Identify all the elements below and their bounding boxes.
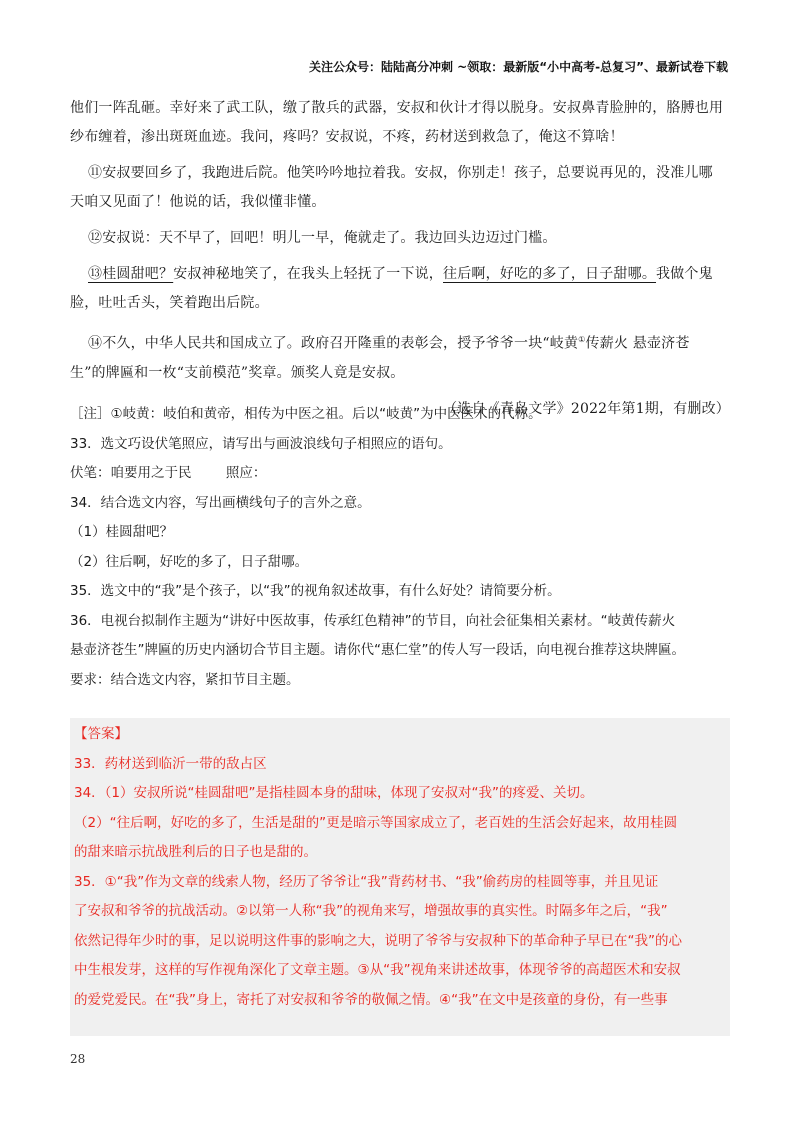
answer-34-1: 34．（1）安叔所说“桂圆甜吧”是指桂圆本身的甜味，体现了安叔对“我”的疼爱、关切。 bbox=[74, 785, 594, 801]
footnote-marker: ① bbox=[578, 335, 586, 344]
answer-34-2-line-1: （2）“往后啊，好吃的多了，生活是甜的”更是暗示等国家成立了，老百姓的生活会好起来，故用桂圆 bbox=[74, 814, 678, 831]
question-34-1: （1）桂圆甜吧？ bbox=[70, 524, 174, 540]
line: ⑫安叔说：天不早了，回吧！明儿一早，俺就走了。我边回头边迈过门槛。 bbox=[88, 230, 557, 246]
answer-title: 【答案】 bbox=[74, 726, 128, 742]
paragraph-13 bbox=[70, 260, 730, 318]
line: 生”的牌匾和一枚“支前模范”奖章。颁奖人竟是安叔。 bbox=[70, 364, 405, 381]
paragraph-11 bbox=[70, 159, 730, 217]
line: 他们一阵乱砸。幸好来了武工队，缴了散兵的武器，安叔和伙计才得以脱身。安叔鼻青脸肿的，胳膊也用 bbox=[70, 100, 724, 116]
page-number: 28 bbox=[70, 1052, 86, 1066]
answer-35-line-1: 35．①“我”作为文章的线索人物，经历了爷爷让“我”背药材书、“我”偷药房的桂圆等事，并且见证 bbox=[74, 873, 659, 890]
text: 安叔神秘地笑了，在我头上轻抚了一下说， bbox=[173, 266, 444, 282]
line: 天咱又见面了！他说的话，我似懂非懂。 bbox=[70, 194, 326, 210]
paragraph-10 bbox=[70, 94, 730, 152]
answer-34-2-line-2: 的甜来暗示抗战胜利后的日子也是甜的。 bbox=[74, 844, 317, 860]
footnote: ［注］①岐黄：岐伯和黄帝，相传为中医之祖。后以“岐黄”为中医医术的代称。 bbox=[70, 406, 542, 422]
answer-35-line-5: 的爱党爱民。在“我”身上，寄托了对安叔和爷爷的敬佩之情。④“我”在文中是孩童的身份，有一些事 bbox=[74, 991, 668, 1008]
answer-33: 33．药材送到临沂一带的敌占区 bbox=[74, 755, 267, 772]
question-34-2: （2）往后啊，好吃的多了，日子甜哪。 bbox=[70, 553, 309, 570]
question-33-line: 伏笔：咱要用之于民 照应： bbox=[70, 465, 267, 481]
answer-35-line-4: 中生根发芽，这样的写作视角深化了文章主题。③从“我”视角来讲述故事，体现爷爷的高超医术和安叔 bbox=[74, 962, 681, 978]
questions-section bbox=[70, 400, 730, 695]
text: ⑭不久，中华人民共和国成立了。政府召开隆重的表彰会，授予爷爷一块“岐黄 bbox=[88, 335, 579, 352]
line: 脸，吐吐舌头，笑着跑出后院。 bbox=[70, 295, 269, 311]
line: 纱布缠着，渗出斑斑血迹。我问，疼吗？安叔说，不疼，药材送到救急了，俺这不算啥！ bbox=[70, 129, 624, 145]
paragraph-14 bbox=[70, 325, 730, 388]
answer-35-line-2: 了安叔和爷爷的抗战活动。②以第一人称“我”的视角来写，增强故事的真实性。时隔多年之后，“我” bbox=[74, 903, 668, 919]
story-text bbox=[70, 94, 730, 431]
page-header: 关注公众号：陆陆高分冲刺 ~领取：最新版“小中高考-总复习”、最新试卷下载 bbox=[309, 60, 728, 74]
question-36-line-1: 36．电视台拟制作主题为“讲好中医故事，传承红色精神”的节目，向社会征集相关素材。“岐黄传薪火 bbox=[70, 612, 676, 629]
paragraph-12 bbox=[70, 224, 730, 253]
question-33: 33．选文巧设伏笔照应，请写出与画波浪线句子相照应的语句。 bbox=[70, 435, 452, 452]
question-36-line-2: 悬壶济苍生”牌匾的历史内涵切合节目主题。请你代“惠仁堂”的传人写一段话，向电视台推荐这块牌匾。 bbox=[70, 642, 685, 658]
answer-box bbox=[70, 718, 730, 1036]
underlined-sentence-1: ⑬桂圆甜吧？ bbox=[88, 266, 174, 282]
text: 传薪火 悬壶济苍 bbox=[585, 335, 690, 352]
source-citation: （选自《青岛文学》2022年第1期，有删改） bbox=[443, 400, 730, 417]
question-35: 35．选文中的“我”是个孩子，以“我”的视角叙述故事，有什么好处？请简要分析。 bbox=[70, 583, 561, 599]
text: 我做个鬼 bbox=[656, 266, 713, 282]
line: ⑪安叔要回乡了，我跑进后院。他笑吟吟地拉着我。安叔，你别走！孩子，总要说再见的，没准儿哪 bbox=[88, 165, 713, 181]
question-36-requirement: 要求：结合选文内容，紧扣节目主题。 bbox=[70, 671, 300, 688]
question-34: 34．结合选文内容，写出画横线句子的言外之意。 bbox=[70, 494, 371, 511]
answer-35-line-3: 依然记得年少时的事，足以说明这件事的影响之大，说明了爷爷与安叔种下的革命种子早已在“我”的心 bbox=[74, 932, 682, 949]
underlined-sentence-2: 往后啊，好吃的多了，日子甜哪。 bbox=[443, 266, 657, 282]
